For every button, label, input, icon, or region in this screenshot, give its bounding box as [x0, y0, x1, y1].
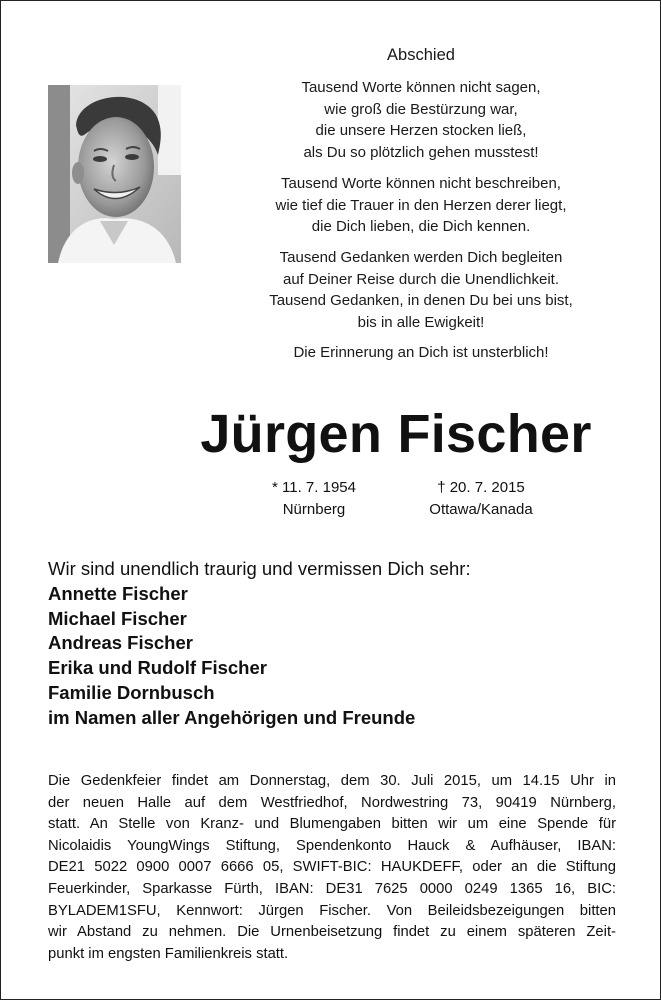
death-info — [406, 477, 556, 520]
poem-line: wie tief die Trauer in den Herzen derer liegt, — [275, 196, 567, 214]
poem-stanza-1 — [216, 77, 626, 163]
poem-line: Tausend Worte können nicht beschreiben, — [281, 175, 561, 192]
notice-line: wir Abstand zu nehmen. Die Urnenbeisetzung findet zu einem späteren Zeit- — [48, 924, 616, 941]
poem-line: auf Deiner Reise durch die Unendlichkeit. — [283, 270, 559, 288]
poem-line: als Du so plötzlich gehen musstest! — [303, 143, 539, 161]
poem-stanza-3 — [216, 247, 626, 333]
death-date: † 20. 7. 2015 — [437, 479, 525, 496]
poem-line: die unsere Herzen stocken ließ, — [315, 122, 527, 140]
funeral-notice — [48, 771, 616, 965]
poem-title: Abschied — [387, 46, 455, 64]
mourner-name: Michael Fischer — [48, 607, 187, 629]
notice-line: der neuen Halle auf dem Westfriedhof, Nordwestring 73, 90419 Nürnberg, — [48, 794, 616, 811]
poem-line: die Dich lieben, die Dich kennen. — [311, 218, 531, 236]
notice-line: statt. An Stelle von Kranz- und Blumengaben bitten wir um eine Spende für — [48, 816, 616, 833]
poem-line: bis in alle Ewigkeit! — [357, 313, 485, 331]
mourner-name: Familie Dornbusch — [48, 681, 215, 703]
mourners-section — [48, 557, 628, 731]
notice-line: Nicolaidis YoungWings Stiftung, Spendenkonto Hauck & Aufhäuser, IBAN: — [48, 837, 616, 854]
poem-stanza-2 — [216, 173, 626, 238]
death-place: Ottawa/Kanada — [429, 500, 533, 518]
notice-line: Feuerkinder, Sparkasse Fürth, IBAN: DE31 7625 0000 0249 1365 16, BIC: — [48, 880, 616, 897]
poem-line: Tausend Worte können nicht sagen, — [301, 79, 541, 96]
mourners-intro: Wir sind unendlich traurig und vermissen Dich sehr: — [48, 558, 471, 579]
birth-place: Nürnberg — [282, 500, 346, 518]
birth-date: * 11. 7. 1954 — [272, 479, 356, 496]
mourner-name: Erika und Rudolf Fischer — [48, 657, 267, 679]
poem-line: Tausend Gedanken, in denen Du bei uns bist, — [269, 292, 573, 310]
poem-line: wie groß die Bestürzung war, — [324, 100, 518, 118]
portrait-photo — [48, 85, 181, 263]
notice-line: DE21 5022 0900 0007 6666 05, SWIFT-BIC: HAUKDEFF, oder an die Stiftung — [48, 859, 616, 876]
portrait-image — [48, 85, 181, 263]
mourner-name: Andreas Fischer — [48, 632, 193, 654]
deceased-name: Jürgen Fischer — [200, 404, 592, 464]
poem-line: Tausend Gedanken werden Dich begleiten — [279, 249, 563, 266]
notice-line: BYLADEM1SFU, Kennwort: Jürgen Fischer. Von Beileidsbezeigungen bitten — [48, 902, 616, 919]
notice-line: punkt im engsten Familienkreis statt. — [48, 945, 289, 962]
birth-info — [239, 477, 389, 520]
mourner-name: im Namen aller Angehörigen und Freunde — [48, 706, 416, 728]
notice-line: Die Gedenkfeier findet am Donnerstag, dem 30. Juli 2015, um 14.15 Uhr in — [48, 773, 616, 789]
poem-closing: Die Erinnerung an Dich ist unsterblich! — [293, 344, 549, 361]
mourner-name: Annette Fischer — [48, 582, 188, 604]
